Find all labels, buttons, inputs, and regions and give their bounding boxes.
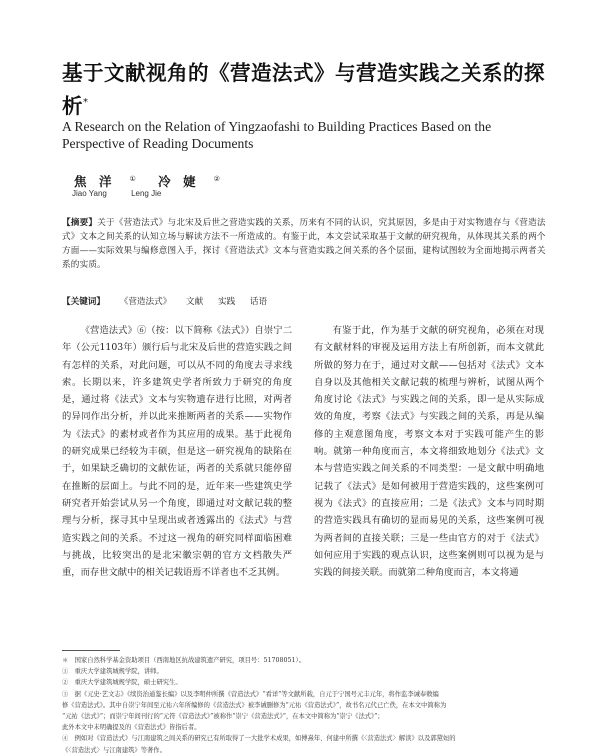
footnote-line: ① 重庆大学建筑城规学院，讲师。 (62, 668, 163, 676)
abstract-text: 关于《营造法式》与北宋及后世之营造实践的关系，历来有不同的认识，究其原因，多是由于对实物遗存与《营造法式》文本之间关系的认知立场与解读方法不一所造成的。有鉴于此，本文尝试采取基于文献的研究视角，从体现其关系的两个方面——实际效果与编修意图入手，探讨《营造法式》文本与营造实践之间关系的各个层面，建构试图较为全面地揭示两者关系的实质。 (62, 218, 546, 270)
body-paragraph-2: 有鉴于此，作为基于文献的研究视角，必须在对现有文献材料的审视及运用方法上有所创新，而本文就此所做的努力在于，通过对文献——包括对《法式》文本自身以及其他相关文献记载的梳理与辨析，试图从两个角度讨论《法式》与实践之间的关系，即一是从实际成效的角度，考察《法式》与实践之间的关系，再是从编修的主观意图角度，考察文本对于实践可能产生的影响。就第一种角度而言，本文将细致地划分《法式》文本与营造实践之间关系的不同类型：一是文献中明确地记载了《法式》是如何被用于营造实践的，这些案例可视为《法式》的直接应用；二是《法式》文本与同时期的营造实践具有确切的显而易见的关系，这些案例可视为两者间的直接关联；三是一些由官方的对于《法式》如何应用于实践的观点认识，这些案例则可以视为是与实践的间接关联。而就第二种角度而言，本文将通 (314, 325, 544, 579)
title-footnote-marker: * (83, 97, 89, 108)
footnote-line: 修《营造法式》。其中自崇宁年间至元祐六年所编修的《营造法式》被李诫删修为“元祐《营造法式》”，故书名元代已亡佚，在本文中简称为 (62, 701, 447, 709)
footnote-line: ＊ 国家自然科学基金资助项目（西南地区抗战建筑遗产研究，项目号：51708051）。 (62, 657, 305, 664)
author-names (74, 172, 238, 190)
author-1-name: 焦 洋 (74, 174, 112, 189)
body-paragraph-1: 《营造法式》⑥（按：以下简称《法式》）自崇宁二年（公元1103年）颁行后与北宋及后世的营造实践之间有怎样的关系，对此问题，可以从不同的角度去寻求线索。长期以来，许多建筑史学者所致力于研究的角度是，通过将《法式》文本与实物遗存进行比照，对两者的异同作出分析，并以此来推断两者的关系——实物作为《法式》的素材或者作为其应用的成果。基于此视角的研究成果已经较为丰硕，但是这一研究视角的缺陷在于，如果缺乏确切的文献佐证，两者的关系就只能停留在推断的层面上。与此不同的是，近年来一些建筑史学研究者开始尝试从另一个角度，即通过对文献记载的整理与分析，探寻其中呈现出或者透露出的《法式》与营造实践之间的关系。不过这一视角的研究同样面临困难与挑战，比较突出的是北宋徽宗朝的官方文档散失严重，而存世文献中的相关记载语焉不详者也不乏其例。 (62, 325, 292, 579)
english-title: A Research on the Relation of Yingzaofashi to Building Practices Based on the Perspective of Reading Documents (62, 119, 492, 151)
author-2-pinyin: Leng Jie (131, 189, 162, 198)
footnotes (62, 655, 552, 756)
author-2-name: 冷 婕 (158, 174, 196, 189)
footnote-divider (62, 650, 120, 651)
author-pinyin (72, 189, 183, 198)
footnote-line: ③ 据《元史·艺文志》《续资治通鉴长编》以及李明仲所撰《营造法式》“看详”等文献所载，自元于宁国号元丰元年，将作监李诫奉敕编 (62, 690, 439, 698)
footnote-line: “元祐《法式》”；而崇宁年间刊行的“元符《营造法式》”被称作“崇宁《营造法式》”，在本文中简称为“崇宁《法式》”； (62, 713, 384, 721)
keyword-3: 实践 (217, 297, 236, 307)
abstract (62, 216, 552, 272)
keyword-4: 话语 (249, 297, 268, 307)
abstract-label: 【摘要】 (62, 218, 98, 228)
paper-title-text: 基于文献视角的《营造法式》与营造实践之关系的探析 (62, 61, 545, 118)
author-1-mark: ① (129, 174, 136, 183)
keyword-2: 文献 (186, 297, 204, 307)
author-2 (158, 174, 220, 189)
body-column-left (62, 322, 292, 581)
paper-title (62, 58, 552, 121)
body-column-right (314, 322, 544, 581)
keyword-1: 《营造法式》 (119, 297, 172, 307)
footnote-line: 此外本文中未明确提及的《营造法式》皆指后者。 (62, 724, 201, 732)
keywords-label: 【关键词】 (62, 297, 105, 307)
keywords (62, 295, 552, 307)
author-1 (74, 174, 136, 189)
footnote-line: ④ 例如对《营造法式》与江南建筑之间关系的研究已有所取得了一大批学术成果，如傅熹年、何建中所撰《〈营造法式〉解读》以及郭黛姮的 (62, 735, 456, 743)
author-1-pinyin: Jiao Yang (72, 189, 107, 198)
author-2-mark: ② (213, 174, 220, 183)
footnote-line: 《〈营造法式〉与江南建筑》等著作。 (62, 746, 166, 754)
footnote-line: ② 重庆大学建筑城规学院，硕士研究生。 (62, 679, 182, 687)
